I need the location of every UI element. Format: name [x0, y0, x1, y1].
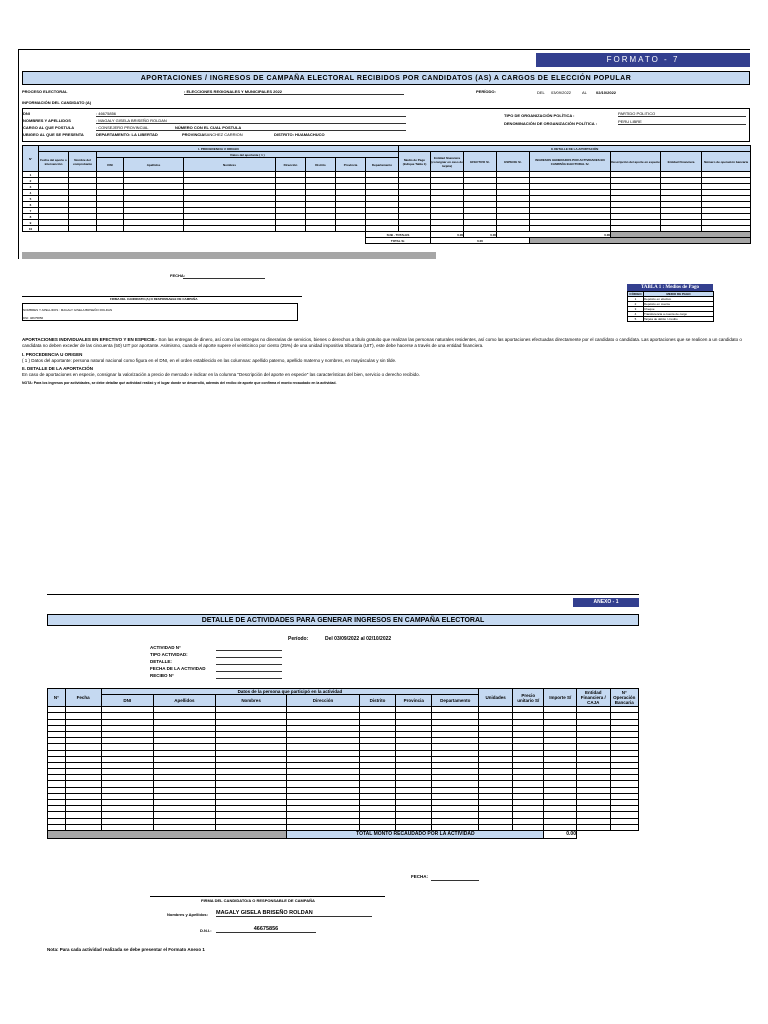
cargo-label: CARGO AL QUE POSTULA	[23, 125, 75, 130]
dep-label: DEPARTAMENTO: LA LIBERTAD	[96, 132, 158, 137]
tabla1-medio: Depósito en cuenta	[644, 302, 714, 307]
subtotal-a: 0.00	[431, 232, 464, 238]
row-number: 8	[23, 214, 39, 220]
tipo-org-value: PARTIDO POLITICO	[618, 111, 746, 117]
a-col-apellidos: Apellidos	[153, 695, 215, 707]
anexo-badge: ANEXO - 1	[573, 598, 639, 607]
row-number: 1	[23, 172, 39, 178]
subtotal-b: 0.00	[464, 232, 497, 238]
row-number: 4	[23, 190, 39, 196]
datos-header: Datos del aportante ( 1 )	[97, 152, 399, 158]
anexo-periodo-label: Período:	[288, 636, 309, 642]
anexo-field-label: FECHA DE LA ACTIVIDAD	[150, 666, 206, 671]
aportes-table	[22, 145, 751, 244]
anexo-field-line	[216, 657, 282, 658]
col-distrito: Distrito	[306, 158, 336, 172]
proc-body: ( 1 ) Datos del aportante: persona natural nacional como figura en el DNI, en el orden establecido en las columnas: apellido paterno, apellido materno y nombres, en mayúsculas y sin tilde.	[22, 358, 397, 363]
a-col-entidad: Entidad Financiera / CAJA	[576, 689, 610, 707]
a-col-provincia: Provincia	[396, 695, 432, 707]
anexo-title: DETALLE DE ACTIVIDADES PARA GENERAR INGRESOS EN CAMPAÑA ELECTORAL	[47, 614, 639, 626]
det-title: II. DETALLE DE LA APORTACIÓN	[22, 366, 93, 371]
total-value: 0.00	[431, 238, 530, 244]
col-medio: Medio de Pago (Indique Tabla 1)	[399, 152, 431, 172]
info-heading: INFORMACIÓN DEL CANDIDATO (A)	[22, 100, 92, 105]
col-nr: N°	[23, 146, 39, 172]
a-datos-header: Datos de la persona que participó en la actividad	[101, 689, 479, 695]
dist-label: DISTRITO: HUAMACHUCO	[274, 132, 325, 137]
tabla1-medio: Transferencia a cuenta de cargo	[644, 312, 714, 317]
tabla1-medio: Tarjeta de débito / crédito	[644, 317, 714, 322]
col-num-op: Número de operación bancaria	[702, 152, 751, 172]
formato-badge: FORMATO - 7	[536, 53, 750, 67]
firma-dni: DNI: 46675856	[23, 316, 44, 320]
nota: NOTA: Para los ingresos por actividades, se debe detallar qué actividad realizó y el lugar donde se desarrolló, además del recibo de aporte que confirma el monto recaudado en la actividad.	[22, 381, 337, 385]
tabla1-h-code: CÓDIGO	[629, 292, 642, 296]
tabla1-medio: Depósito en efectivo	[644, 297, 714, 302]
col-provincia: Provincia	[336, 158, 366, 172]
anexo-field-label: ACTIVIDAD N°	[150, 645, 181, 650]
anexo-nombres-value: MAGALY GISELA BRISEÑO ROLDAN	[216, 910, 372, 917]
col-especie: ESPECIE S/.	[497, 152, 530, 172]
col-apellidos: Apellidos	[124, 158, 184, 172]
row-number: 9	[23, 220, 39, 226]
row-number: 2	[23, 178, 39, 184]
tabla1-medio: Cheque	[644, 307, 714, 312]
dni-label: DNI	[23, 111, 30, 116]
tipo-org-label: TIPO DE ORGANIZACIÓN POLÍTICA :	[504, 113, 575, 118]
col-descripcion: Descripción del aporte en especie	[611, 152, 661, 172]
firma-label: FIRMA DEL CANDIDATO (A) O RESPONSABLE DE CAMPAÑA	[110, 297, 198, 301]
anexo-field-label: RECIBO N°	[150, 673, 174, 678]
tabla1	[627, 284, 713, 322]
tabla1-row	[628, 317, 714, 322]
actividades-table	[47, 688, 639, 839]
tabla1-code: 1	[628, 297, 644, 302]
periodo-al: AL	[582, 90, 587, 95]
periodo-from: 03/09/2022	[551, 90, 572, 95]
det-body: En caso de aportaciones en especie, consignar la valorización a precio de mercado e indicar en la columna "Descripción del aporte en especie" las características del bien, servicio o derecho recibido.	[22, 372, 420, 377]
a-col-importe: Importe S/	[544, 689, 577, 707]
ubigeo-label: UBIGEO AL QUE SE PRESENTA	[23, 132, 84, 137]
note-title: APORTACIONES INDIVIDUALES EN EFECTIVO Y EN ESPECIE.-	[22, 337, 158, 342]
fecha-label: FECHA:	[170, 273, 186, 278]
a-col-nr: N°	[48, 689, 66, 707]
periodo-del: DEL	[537, 90, 545, 95]
sec2-header: II. DETALLE DE LA APORTACIÓN	[399, 146, 751, 152]
col-efectivo: EFECTIVO S/.	[464, 152, 497, 172]
a-col-direccion: Dirección	[287, 695, 359, 707]
row-number: 7	[23, 208, 39, 214]
anexo-field-label: TIPO ACTIVIDAD:	[150, 652, 188, 657]
col-dni: DNI	[97, 158, 124, 172]
a-total-value: 0.00	[544, 830, 577, 838]
periodo-to: 02/10/2022	[596, 90, 617, 95]
anexo-fecha-label: FECHA:	[411, 874, 428, 879]
proceso-label: PROCESO ELECTORAL	[22, 89, 68, 94]
row-number: 10	[23, 226, 39, 232]
a-col-operacion: N° Operación Bancaria	[610, 689, 638, 707]
row-number: 5	[23, 196, 39, 202]
anexo-note: Nota: Para cada actividad realizada se debe presentar el Formato Anexo 1	[47, 947, 205, 952]
a-col-dni: DNI	[101, 695, 153, 707]
dni-value: : 46675856	[96, 111, 406, 117]
tabla1-code: 2	[628, 302, 644, 307]
prov-label: PROVINCIA:	[182, 132, 206, 137]
subtotal-c: 0.00	[497, 232, 611, 238]
a-col-fecha: Fecha	[65, 689, 101, 707]
proc-title: I. PROCEDENCIA U ORIGEN	[22, 352, 83, 357]
a-col-precio: Precio unitario S/	[512, 689, 543, 707]
col-ingresos: INGRESOS GENERADOS POR ACTIVIDADES EN CAMPAÑA ELECTORAL S/.	[530, 152, 611, 172]
periodo-label: PERÍODO:	[476, 89, 496, 94]
sec1-header: I. PROCEDENCIA U ORIGEN	[39, 146, 399, 152]
a-col-nombres: Nombres	[215, 695, 286, 707]
col-direccion: Dirección	[276, 158, 306, 172]
denom-label: DENOMINACIÓN DE ORGANIZACIÓN POLÍTICA :	[504, 121, 597, 126]
subtotal-label: SUB - TOTALES	[366, 232, 431, 238]
total-label: TOTAL S/.	[366, 238, 431, 244]
tabla1-title: TABLA 1 : Medios de Pago	[627, 284, 713, 291]
nombres-value: : MAGALY GISELA BRISEÑO ROLDAN	[96, 118, 406, 124]
a-col-unidades: Unidades	[479, 689, 513, 707]
a-col-distrito: Distrito	[359, 695, 396, 707]
tabla1-code: 5	[628, 317, 644, 322]
denom-value: PERU LIBRE	[618, 119, 746, 125]
col-departamento: Departamento	[366, 158, 399, 172]
anexo-field-line	[216, 671, 282, 672]
anexo-firma: FIRMA DEL CANDIDATO/A O RESPONSABLE DE CAMPAÑA	[201, 898, 315, 903]
firma-nombres: NOMBRES Y APELLIDOS : MAGALY GISELA BRISEÑO ROLDAN	[23, 308, 113, 312]
anexo-field-line	[216, 650, 282, 651]
tabla1-code: 4	[628, 312, 644, 317]
row-number: 6	[23, 202, 39, 208]
prov-value: SANCHEZ CARRION	[204, 132, 243, 137]
anexo-field-label: DETALLE:	[150, 659, 172, 664]
cargo-value: : CONSEJERO PROVINCIAL	[96, 125, 406, 131]
col-comp: Nombre del comprobante	[69, 152, 97, 172]
col-entidad-fin: Entidad Financiera	[661, 152, 702, 172]
proceso-value: : ELECCIONES REGIONALES Y MUNICIPALES 2022	[184, 89, 404, 95]
anexo-field-line	[216, 664, 282, 665]
tabla1-code: 3	[628, 307, 644, 312]
note-body: Son las entregas de dinero, así como las entregas no dinerarias de servicios, bienes o derechos a título gratuito que realizan las personas naturales residentes, así como las aportaciones efectuadas directamente por el candidato o candidata. Las aportaciones que se realicen a un candidato o candidata no deben exceder de las cincuenta (50) UIT por aportante. Asimismo, cuando el aporte supere el veinticinco por ciento (25%) de una unidad impositiva tributaria (UIT), este debe hacerse a través de una entidad financiera.	[22, 337, 742, 348]
a-total-label: TOTAL MONTO RECAUDADO POR LA ACTIVIDAD	[287, 830, 544, 838]
tabla1-h-medio: MEDIO DE PAGO	[644, 292, 714, 297]
a-col-departamento: Departamento	[432, 695, 479, 707]
col-fecha: Fecha del aporte o intervención	[39, 152, 69, 172]
anexo-nombres-label: Nombres y Apellidos:	[167, 912, 208, 917]
anexo-periodo-value: Del 03/09/2022 al 02/10/2022	[325, 636, 392, 642]
row-number: 3	[23, 184, 39, 190]
anexo-dni-value: 46675856	[216, 926, 316, 933]
formato-title: APORTACIONES / INGRESOS DE CAMPAÑA ELECTORAL RECIBIDOS POR CANDIDATOS (AS) A CARGOS DE ELECCIÓN POPULAR	[22, 71, 750, 85]
anexo-dni-label: D.N.I.:	[200, 928, 212, 933]
numero-label: NÚMERO CON EL CUAL POSTULA	[175, 125, 242, 130]
nombres-label: NOMBRES Y APELLIDOS	[23, 118, 71, 123]
col-nombres: Nombres	[184, 158, 276, 172]
anexo-field-line	[216, 678, 282, 679]
col-entidad: Entidad financiera (consignar en caso de tarjeta)	[431, 152, 464, 172]
